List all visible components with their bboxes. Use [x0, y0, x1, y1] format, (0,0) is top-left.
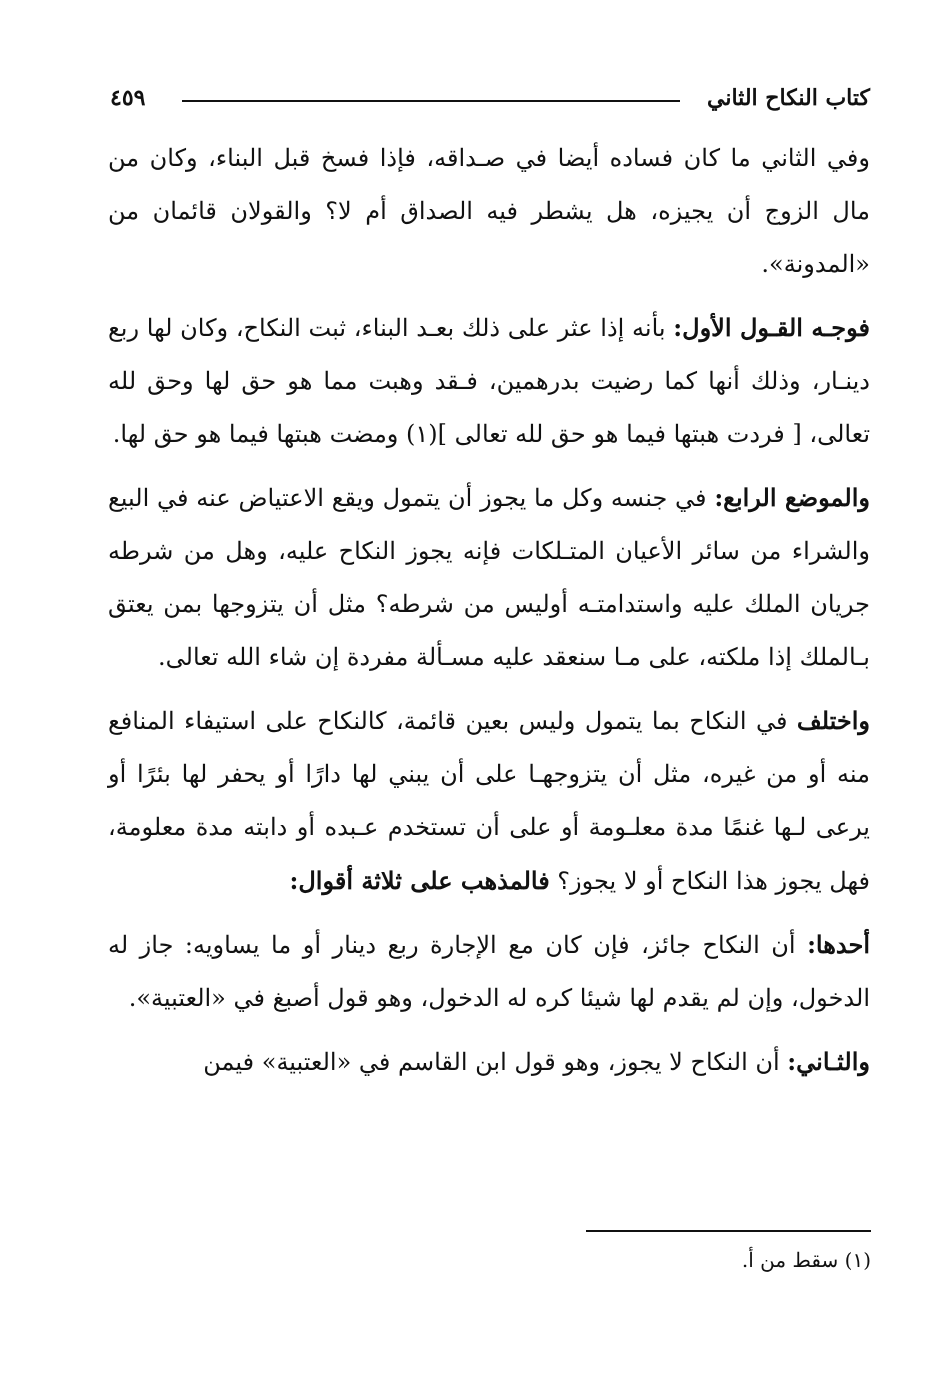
paragraph [108, 918, 870, 1025]
paragraph [108, 1035, 870, 1089]
paragraph [108, 301, 870, 461]
paragraph-text: في جنسه وكل ما يجوز أن يتمول ويقع الاعتياض عنه في البيع والشراء من سائر الأعيان المتـلكات فإنه يجوز النكاح عليه، وهل من شرطه جريان الملك عليه واستدامتـه أوليس من شرطه؟ مثل أن يتزوجها بمن يعتق بـالملك إذا ملكته، على مـا سنعقد عليه مسـألة مفردة إن شاء الله تعالى. [108, 484, 870, 671]
paragraph [108, 471, 870, 684]
paragraph-text: أن النكاح جائز، فإن كان مع الإجارة ربع دينار أو ما يساويه: جاز له الدخول، وإن لم يقدم لها شيئا كره له الدخول، وهو قول أصبغ في «العتبية». [108, 931, 870, 1012]
paragraph-text: وفي الثاني ما كان فساده أيضا في صـداقه، فإذا فسخ قبل البناء، وكان من مال الزوج أن يجيزه، هل يشطر فيه الصداق أم لا؟ والقولان قائمان من «المدونة». [108, 144, 870, 278]
header-rule [182, 100, 680, 102]
paragraph [108, 132, 870, 291]
page-number: ٤٥٩ [110, 85, 146, 111]
paragraph-text: أن النكاح لا يجوز، وهو قول ابن القاسم في «العتبية» فيمن [203, 1048, 788, 1076]
footnote-rule [586, 1230, 871, 1232]
paragraph-lead: والثـاني: [787, 1047, 870, 1076]
paragraph-lead: والموضع الرابع: [714, 483, 871, 512]
paragraph-text: بأنه إذا عثر على ذلك بعـد البناء، ثبت النكاح، وكان لها ربع دينـار، وذلك أنها كما رضيت بدرهمين، فـقد وهبت مما هو حق لها وحق لله تعالى، [ فردت هبتها فيما هو حق لله تعالى ](١) ومضت هبتها فيما هو حق لها. [108, 314, 870, 448]
running-header [110, 78, 870, 118]
footnote: (١) سقط من أ. [741, 1248, 871, 1272]
paragraph [108, 694, 870, 908]
paragraph-text: في النكاح بما يتمول وليس بعين قائمة، كالنكاح على استيفاء المنافع منه أو من غيره، مثل أن يتزوجهـا على أن يبني لها دارًا أو يحفر لها بئرًا أو يرعى لـها غنمًا مدة معلـومة أو على أن تستخدم عـبده أو دابته مدة معلومة، فهل يجوز هذا النكاح أو لا يجوز؟ [108, 707, 870, 895]
main-text [108, 132, 870, 1099]
paragraph-lead: واختلف [796, 706, 870, 735]
paragraph-lead: فوجـه القـول الأول: [673, 313, 871, 342]
paragraph-tail: فالمذهب على ثلاثة أقوال: [289, 866, 550, 895]
paragraph-lead: أحدها: [807, 930, 870, 959]
chapter-title: كتاب النكاح الثاني [707, 85, 870, 111]
